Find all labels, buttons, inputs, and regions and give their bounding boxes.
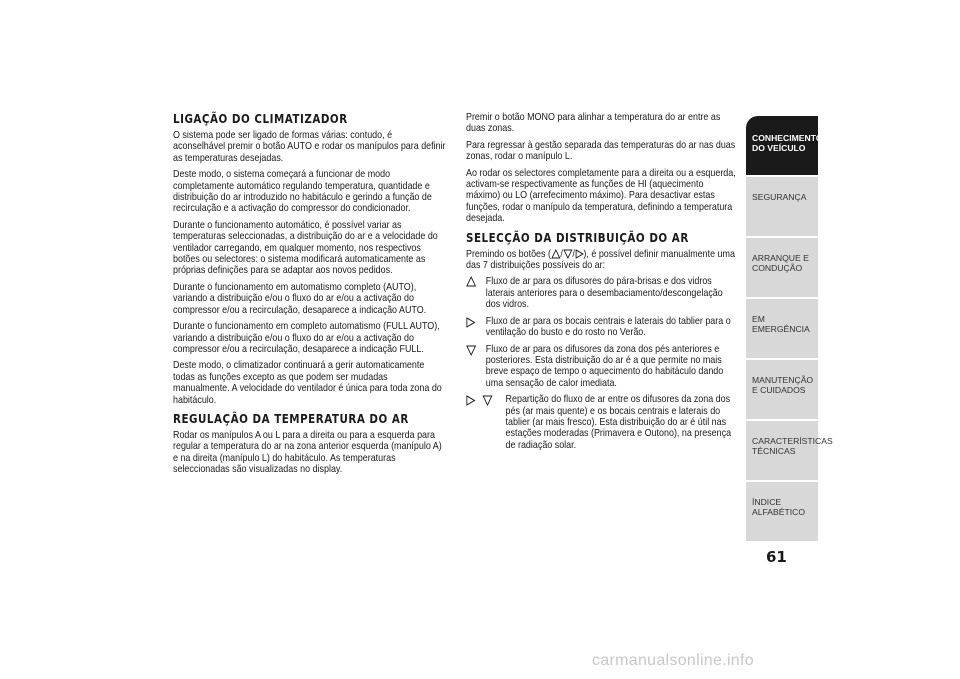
paragraph: Deste modo, o sistema começará a funcionar de modo completamente automático regulando temperatura, quantidade e distribuição do ar introduzido no habitáculo e gerindo a função de recirculação e a activação do compressor do condicionador. [173, 169, 432, 215]
list-item-text: Fluxo de ar para os difusores da zona dos pés anteriores e posteriores. Esta distribuição do ar é a que permite no mais breve espaço de tempo o aquecimento do habitáculo dando uma sensação de calor imediata. [485, 343, 724, 389]
list-item [466, 316, 739, 339]
list-item-text: Fluxo de ar para os bocais centrais e laterais do tablier para o ventilação do busto e do rosto no Verão. [485, 315, 731, 339]
triangle-down-icon [563, 248, 575, 260]
paragraph: Durante o funcionamento em completo automatismo (FULL AUTO), variando a distribuição e/ou o fluxo do ar e/ou a activação do compressor e/ou a recirculação, desaparece a indicação FULL. [173, 321, 440, 355]
section-heading-climate-on: LIGAÇÃO DO CLIMATIZADOR [173, 112, 348, 126]
left-column [173, 112, 446, 481]
paragraph: Para regressar à gestão separada das temperaturas do ar nas duas zonas, rodar o manípulo L. [466, 139, 736, 163]
paragraph: Deste modo, o climatizador continuará a gerir automaticamente todas as funções excepto as que podem ser mudadas manualmente. A velocidade do ventilador é única para toda zona do habitáculo. [173, 360, 442, 406]
list-item-text: Repartição do fluxo de ar entre os difusores da zona dos pés (ar mais quente) e os bocais centrais e laterais do tablier (ar mais fresco). Esta distribuição do ar é útil nas estações moderadas (Primavera e Outono), na presença de radiação solar. [505, 394, 732, 451]
section-heading-distribution: SELECÇÃO DA DISTRIBUIÇÃO DO AR [466, 230, 689, 245]
tab-arranque-e-conducao[interactable]: ARRANQUE E CONDUÇÃO [746, 238, 818, 297]
tab-em-emergencia[interactable]: EM EMERGÊNCIA [746, 299, 818, 358]
triangle-up-icon [551, 248, 563, 260]
distribution-intro [466, 249, 739, 272]
list-item [466, 276, 739, 310]
triangle-right-icon [466, 395, 475, 406]
paragraph: Durante o funcionamento automático, é possível variar as temperaturas seleccionadas, a distribuição do ar e a velocidade do ventilador carregando, em qualquer momento, nos respectivos botões ou selectores: o sistema modificará automaticamente as próprias definições para se adaptar aos novos pedidos. [173, 219, 438, 277]
paragraph: Ao rodar os selectores completamente para a direita ou a esquerda, activam-se respectivamente as funções de HI (aquecimento máximo) ou LO (arrefecimento máximo). Para desactivar estas funções, rodar o manípulo da temperatura, definindo a temperatura desejada. [466, 167, 736, 225]
tab-caracteristicas-tecnicas[interactable]: CARACTERÍSTICAS TÉCNICAS [746, 421, 818, 480]
intro-sep: / [560, 248, 563, 260]
watermark: carmanualsonline.info [592, 652, 754, 669]
triangle-right-icon [466, 317, 475, 328]
triangle-right-icon [575, 249, 584, 259]
paragraph: Durante o funcionamento em automatismo completo (AUTO), variando a distribuição e/ou o fluxo do ar e/ou a activação do compressor e/ou a recirculação, desaparece a indicação AUTO. [173, 281, 427, 316]
right-column [466, 112, 739, 456]
triangle-up-icon [466, 276, 476, 287]
section-heading-temperature: REGULAÇÃO DA TEMPERATURA DO AR [173, 411, 409, 426]
tab-seguranca[interactable]: SEGURANÇA [746, 177, 818, 236]
intro-text-after: ), é possível definir manualmente uma das 7 distribuições possíveis do ar: [466, 248, 735, 272]
list-item-text: Fluxo de ar para os difusores do pára-brisas e dos vidros laterais anteriores para o desembaciamento/descongelação dos vidros. [485, 276, 723, 311]
page-number: 61 [766, 548, 787, 566]
intro-text-before: Premindo os botões ( [466, 248, 551, 260]
tab-manutencao-e-cuidados[interactable]: MANUTENÇÃO E CUIDADOS [746, 360, 818, 419]
triangle-down-icon [466, 345, 476, 356]
paragraph: Premir o botão MONO para alinhar a temperatura do ar entre as duas zonas. [466, 112, 721, 135]
intro-sep: / [572, 248, 575, 260]
tab-indice-alfabetico[interactable]: ÍNDICE ALFABÉTICO [746, 482, 818, 541]
list-item [466, 394, 739, 451]
tab-conhecimento-do-veiculo[interactable]: CONHECIMENTO DO VEÍCULO [746, 116, 818, 175]
triangle-down-icon [482, 395, 492, 406]
paragraph: O sistema pode ser ligado de formas várias: contudo, é aconselhável premir o botão AUTO e rodar os manípulos para definir as temperaturas desejadas. [173, 130, 446, 164]
list-item [466, 344, 739, 390]
chapter-tabs [746, 116, 833, 543]
paragraph: Rodar os manípulos A ou L para a direita ou para a esquerda para regular a temperatura do ar na zona anterior esquerda (manípulo A) e na direita (manípulo L) do habitáculo. As temperaturas seleccionadas são visualizadas no display. [173, 429, 442, 476]
